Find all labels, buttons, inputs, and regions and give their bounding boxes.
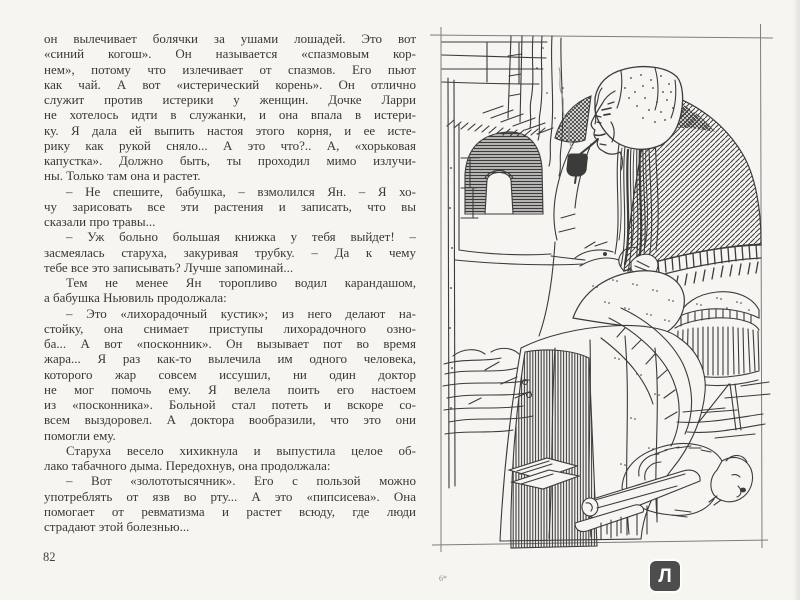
text-line: «синий когош». Он называется «спазмовым кор- [44,46,416,62]
page-edge-shadow [793,0,800,600]
wall-planks [442,42,547,84]
labirint-watermark-logo [650,561,680,591]
text-line: – Вот «золототысячник». Его с пользой можно [66,473,416,489]
text-line: ба... А вот «посконник». Он вызывает пот во время [44,336,416,351]
text-line: засмеялась старуха, закуривая трубку. – Да к чему [44,244,416,260]
text-line: ку. Я дала ей выпить настоя этого корня, и ее исте- [44,122,416,138]
text-line: – Уж больно большая книжка у тебя выйдет! – [66,229,416,245]
text-line: страдают этой болезнью... [44,519,190,534]
text-line: как чай. А вот «истерический корень». Он отлично [44,76,416,92]
text-line: не мог помочь ему. Я велела поить его настоем [44,381,416,397]
text-line: тебе все это записывать? Лучше запоминай... [44,259,294,275]
text-line: стойку, она снимает приступы лихорадочного озно- [44,320,416,336]
text-line: Тем не менее Ян торопливо водил карандашом, [66,275,416,290]
page-text-column [44,31,416,534]
page-number: 82 [43,550,56,564]
text-line: ны. Только там она и растет. [44,168,201,184]
text-line: из «посконника». Больной стал потеть и вскоре со- [44,397,416,412]
watermark-letter: Л [658,565,672,587]
knee [573,271,684,332]
text-line: чу зарисовать все эти растения и записать, что вы [44,198,416,214]
text-line: лако табачного дыма. Передохнув, она продолжала: [44,458,331,473]
printers-signature-mark: 6* [439,574,447,583]
text-line: рику как рукой сняло... А это что?.. А, «хорьковая [44,137,416,153]
text-line: помогли ему. [44,427,116,443]
text-line: Старуха весело хихикнула и выпустила целое об- [66,442,416,458]
text-line: он вылечивает болячки за ушами лошадей. Это вот [44,31,416,46]
text-line: – Это «лихорадочный кустик»; из него делают на- [66,305,416,321]
illustration [425,18,790,593]
text-line: всем выздоровел. А доктора вообразили, что это они [44,412,416,428]
text-line: сказали про травы... [44,214,156,229]
text-line: помогает от ревматизма и растет всюду, где люди [44,503,416,519]
text-line: служит против истерики у женщин. Дочке Ларри [44,92,416,107]
text-line: не хотелось идти в служанки, и она впала в истери- [44,107,416,123]
text-line: употреблять от язв во рту... А это «пипсисева». Она [44,488,416,504]
text-line: а бабушка Ньювиль продолжала: [44,290,227,306]
text-line: – Не спешите, бабушка, – взмолился Ян. – Я хо- [66,183,416,199]
seat-cushion [677,292,759,318]
text-line: которого жар совсем иссушил, ни один доктор [44,366,416,382]
text-line: нем», потому что излечивает от спазмов. Его пьют [44,61,416,77]
text-line: капустка». Должно быть, ты проходил мимо излучи- [44,153,416,168]
text-line: жара... Я раз как-то вылечила им одного человека, [44,351,416,367]
